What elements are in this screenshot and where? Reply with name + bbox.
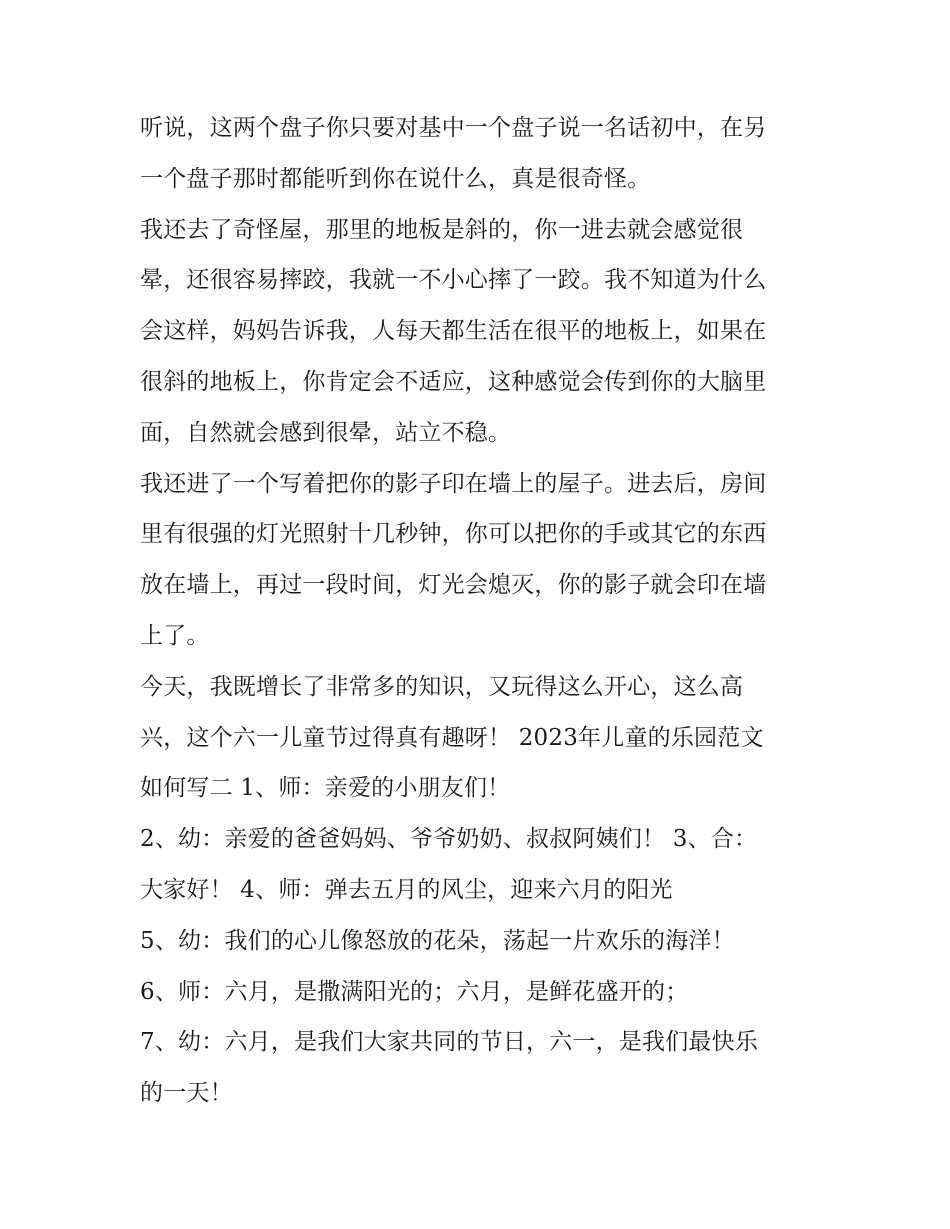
text-line: 一个盘子那时都能听到你在说什么，真是很奇怪。 bbox=[140, 165, 651, 192]
text-line: 如何写二 1、师：亲爱的小朋友们！ bbox=[140, 775, 511, 802]
text-line: 很斜的地板上，你肯定会不适应，这种感觉会传到你的大脑里 bbox=[140, 368, 767, 395]
text-line: 今天，我既增长了非常多的知识，又玩得这么开心，这么高 bbox=[140, 673, 744, 700]
text-line: 我还去了奇怪屋，那里的地板是斜的，你一进去就会感觉很 bbox=[140, 216, 744, 243]
text-line: 里有很强的灯光照射十几秒钟，你可以把你的手或其它的东西 bbox=[140, 521, 767, 548]
text-line: 兴，这个六一儿童节过得真有趣呀！ 2023年儿童的乐园范文 bbox=[140, 724, 764, 751]
text-line: 6、师：六月，是撒满阳光的；六月，是鲜花盛开的； bbox=[140, 978, 689, 1005]
text-line: 会这样，妈妈告诉我，人每天都生活在很平的地板上，如果在 bbox=[140, 318, 767, 345]
text-line: 面，自然就会感到很晕，站立不稳。 bbox=[140, 419, 512, 446]
text-line: 我还进了一个写着把你的影子印在墙上的屋子。进去后，房间 bbox=[140, 470, 767, 497]
text-line: 放在墙上，再过一段时间，灯光会熄灭，你的影子就会印在墙 bbox=[140, 572, 767, 599]
text-line: 大家好！ 4、师：弹去五月的风尘，迎来六月的阳光 bbox=[140, 876, 673, 903]
text-line: 晕，还很容易摔跤，我就一不小心摔了一跤。我不知道为什么 bbox=[140, 267, 767, 294]
text-line: 2、幼：亲爱的爸爸妈妈、爷爷奶奶、叔叔阿姨们！ 3、合： bbox=[140, 826, 758, 853]
document-body bbox=[140, 103, 820, 1119]
text-line: 听说，这两个盘子你只要对基中一个盘子说一名话初中，在另 bbox=[140, 115, 767, 141]
text-line: 5、幼：我们的心儿像怒放的花朵，荡起一片欢乐的海洋！ bbox=[140, 927, 735, 954]
text-line: 7、幼：六月，是我们大家共同的节日，六一，是我们最快乐 bbox=[140, 1029, 759, 1056]
text-line: 的一天！ bbox=[140, 1080, 233, 1107]
text-line: 上了。 bbox=[140, 622, 210, 649]
